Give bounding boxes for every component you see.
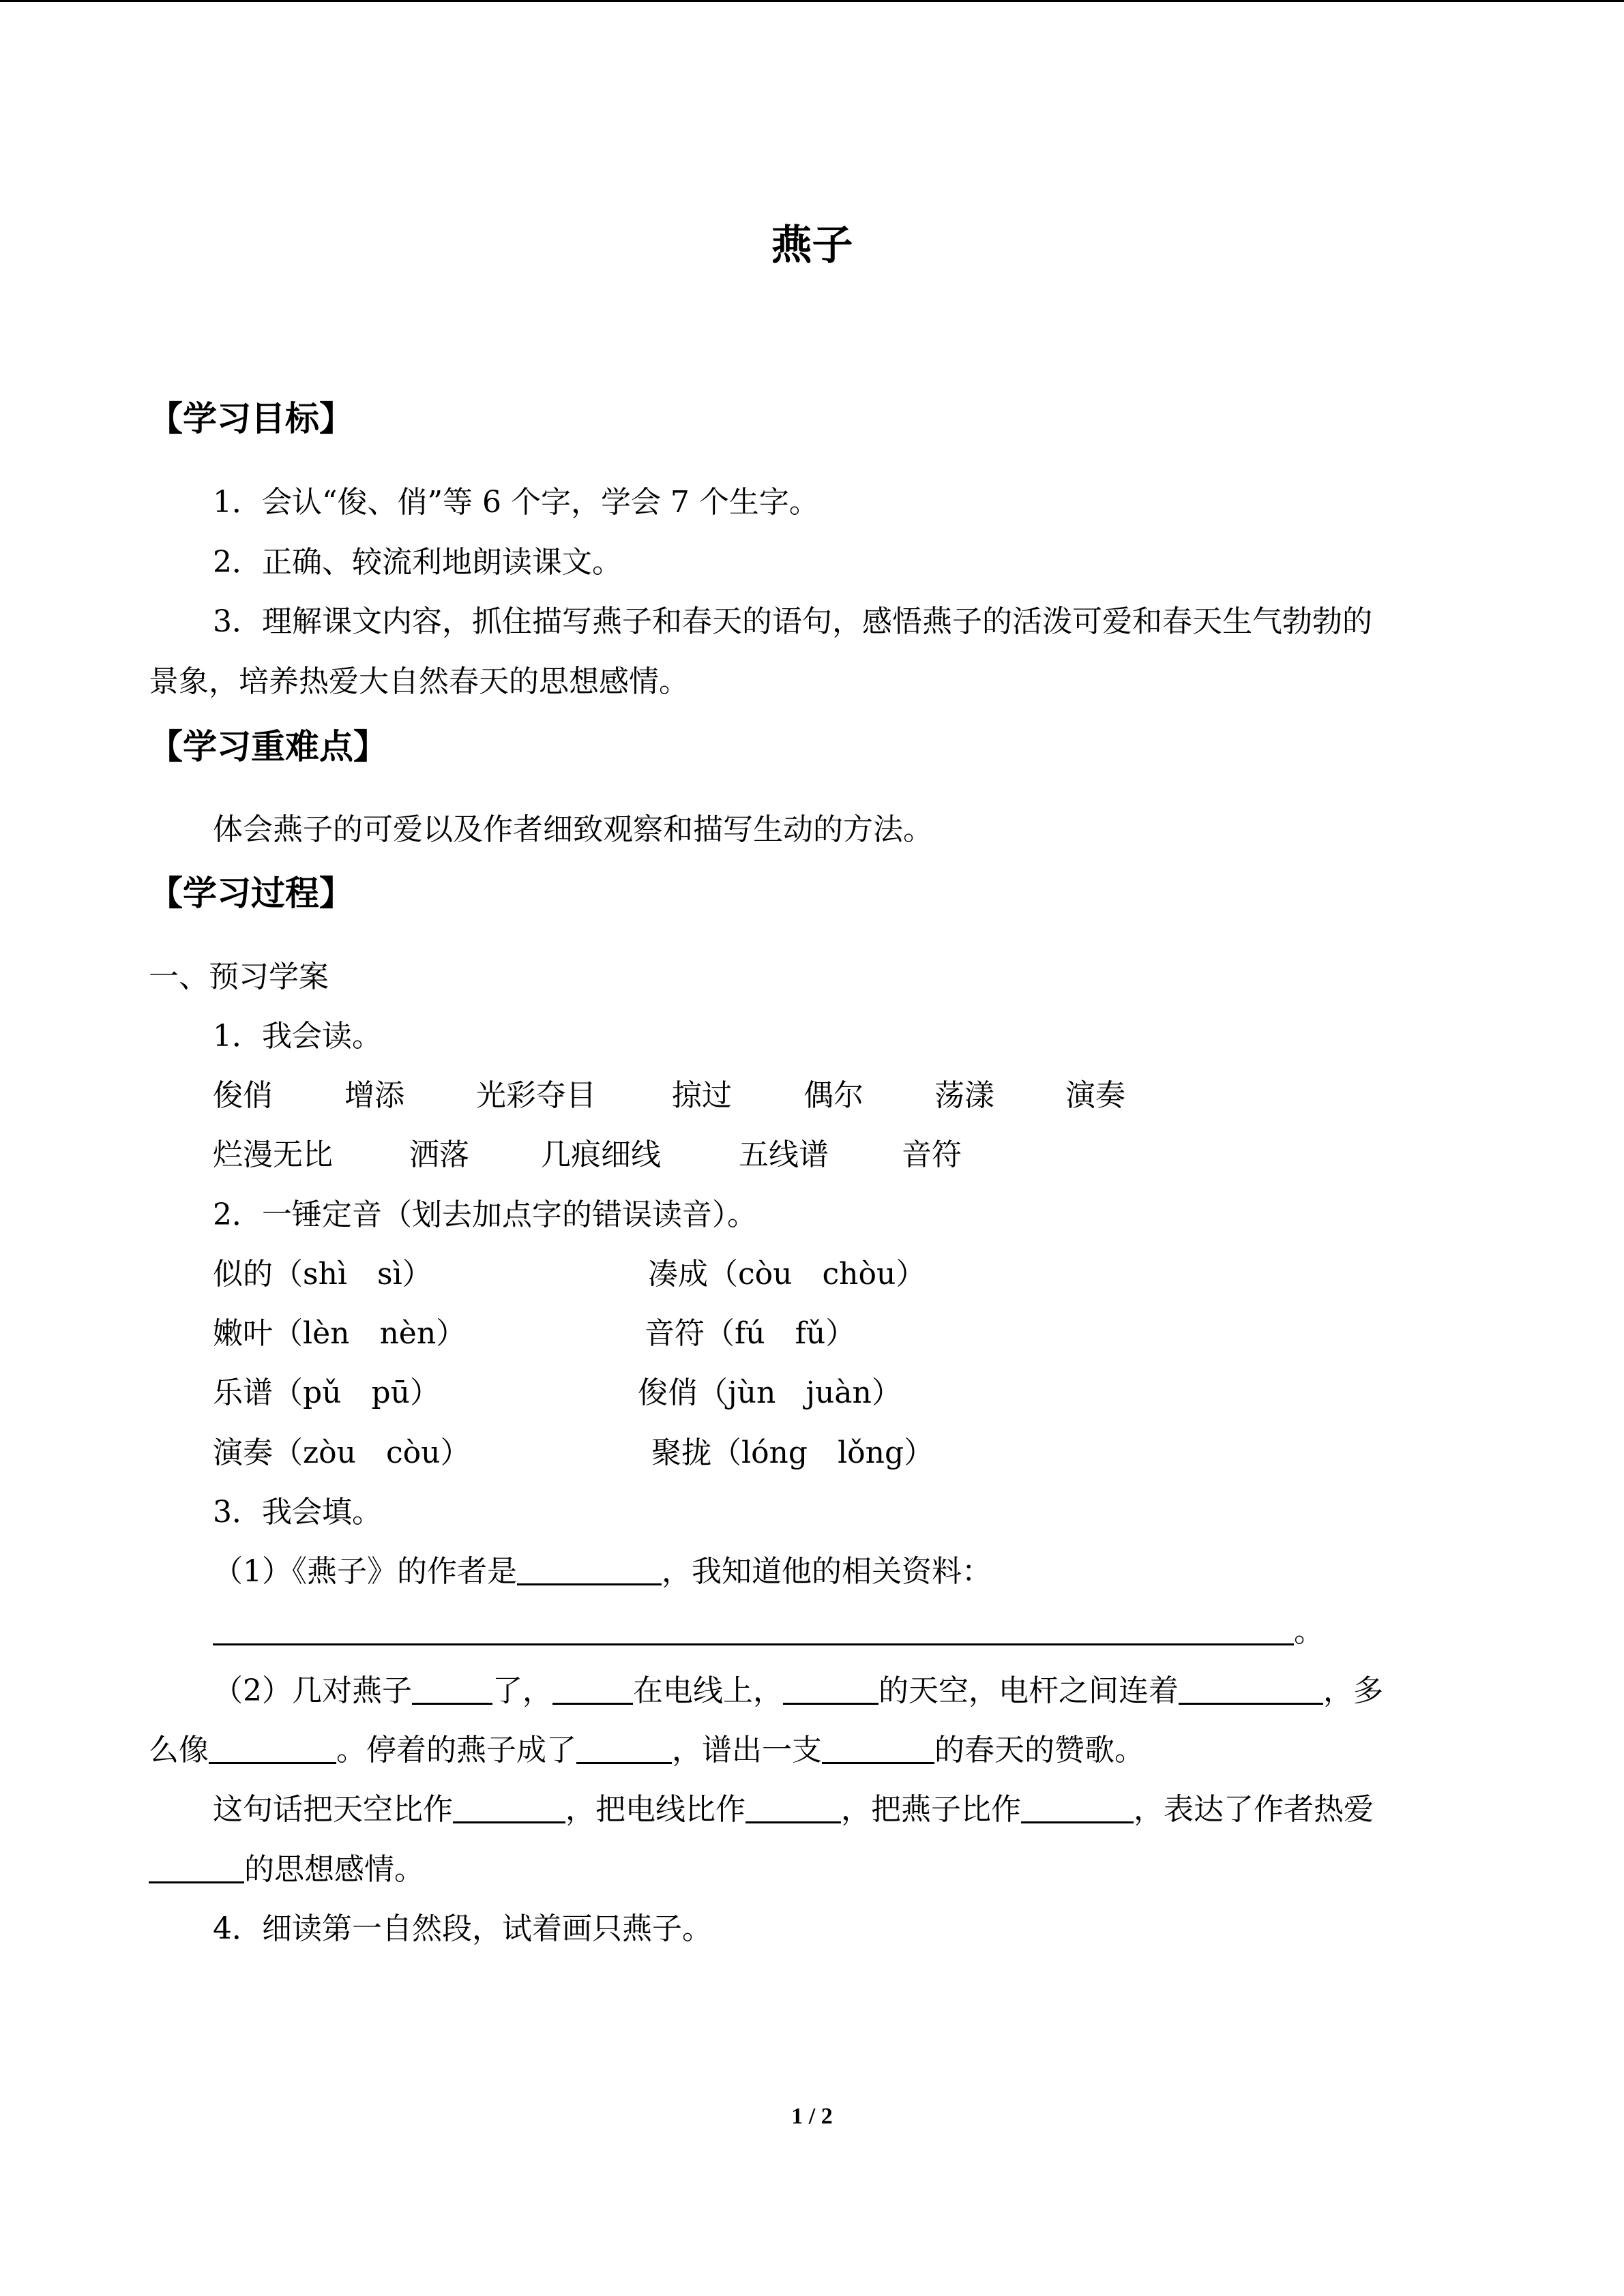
answer-blank[interactable]	[822, 1732, 934, 1764]
pinyin-item: 演奏（zòu còu）	[213, 1435, 471, 1470]
question-2: 2．一锤定音（划去加点字的错误读音）。	[213, 1197, 757, 1232]
page-number: 1 / 2	[791, 2104, 833, 2129]
question-3: 3．我会填。	[213, 1495, 382, 1530]
pinyin-item: 凑成（còu chòu）	[648, 1257, 926, 1292]
process-heading: 【学习过程】	[149, 874, 353, 913]
pinyin-item: 聚拢（lóng lǒng）	[651, 1435, 934, 1470]
answer-blank[interactable]	[517, 1553, 662, 1585]
word-item: 洒落	[409, 1137, 469, 1172]
fill-line-1b: 。	[213, 1607, 1324, 1650]
word-item: 增添	[344, 1078, 404, 1113]
preview-heading: 一、预习学案	[149, 959, 329, 994]
word-item: 烂漫无比	[213, 1137, 333, 1172]
goal-item-2: 2．正确、较流利地朗读课文。	[213, 545, 622, 580]
word-item: 偶尔	[803, 1078, 863, 1113]
pinyin-item: 嫩叶（lèn nèn）	[213, 1316, 467, 1351]
key-points-heading: 【学习重难点】	[149, 727, 387, 766]
pinyin-item: 俊俏（jùn juàn）	[638, 1375, 902, 1410]
pinyin-item: 似的（shì sì）	[213, 1257, 432, 1292]
fill-line-3: 这句话把天空比作 ，把电线比作 ，把燕子比作 ，表达了作者热爱	[213, 1792, 1374, 1827]
word-item: 荡漾	[934, 1078, 994, 1113]
page-title: 燕子	[771, 222, 853, 269]
pinyin-item: 乐谱（pǔ pū）	[213, 1375, 441, 1410]
answer-blank[interactable]	[1021, 1791, 1134, 1823]
word-item: 音符	[902, 1137, 962, 1172]
answer-blank[interactable]	[213, 1613, 1294, 1645]
fill-line-3b: 的思想感情。	[149, 1845, 424, 1888]
word-item: 掠过	[672, 1078, 732, 1113]
answer-blank[interactable]	[576, 1732, 672, 1764]
answer-blank[interactable]	[149, 1851, 244, 1883]
word-item: 演奏	[1065, 1078, 1125, 1113]
key-points-text: 体会燕子的可爱以及作者细致观察和描写生动的方法。	[213, 812, 933, 847]
word-item: 光彩夺目	[476, 1078, 596, 1113]
goals-heading: 【学习目标】	[149, 399, 353, 438]
fill-line-2b: 么像 。停着的燕子成了 ，谱出一支 的春天的赞歌。	[149, 1733, 1145, 1768]
answer-blank[interactable]	[453, 1791, 565, 1823]
word-item: 五线谱	[739, 1137, 829, 1172]
answer-blank[interactable]	[412, 1673, 492, 1705]
fill-line-1: （1）《燕子》的作者是 ，我知道他的相关资料：	[213, 1554, 992, 1589]
answer-blank[interactable]	[745, 1791, 841, 1823]
word-item: 俊俏	[213, 1078, 273, 1113]
answer-blank[interactable]	[209, 1732, 336, 1764]
word-item: 几痕细线	[541, 1137, 661, 1172]
goal-item-1: 1．会认“俊、俏”等 6 个字，学会 7 个生字。	[213, 485, 819, 520]
pinyin-item: 音符（fú fǔ）	[645, 1316, 856, 1351]
answer-blank[interactable]	[1179, 1673, 1323, 1705]
question-4: 4．细读第一自然段，试着画只燕子。	[213, 1911, 712, 1946]
answer-blank[interactable]	[783, 1673, 879, 1705]
goal-item-3-cont: 景象，培养热爱大自然春天的思想感情。	[149, 664, 689, 699]
top-border	[0, 0, 1624, 2]
question-1: 1．我会读。	[213, 1019, 382, 1054]
fill-line-2: （2）几对燕子 了， 在电线上， 的天空，电杆之间连着 ，多	[213, 1673, 1383, 1708]
answer-blank[interactable]	[552, 1673, 633, 1705]
goal-item-3: 3．理解课文内容，抓住描写燕子和春天的语句，感悟燕子的活泼可爱和春天生气勃勃的	[213, 604, 1372, 639]
